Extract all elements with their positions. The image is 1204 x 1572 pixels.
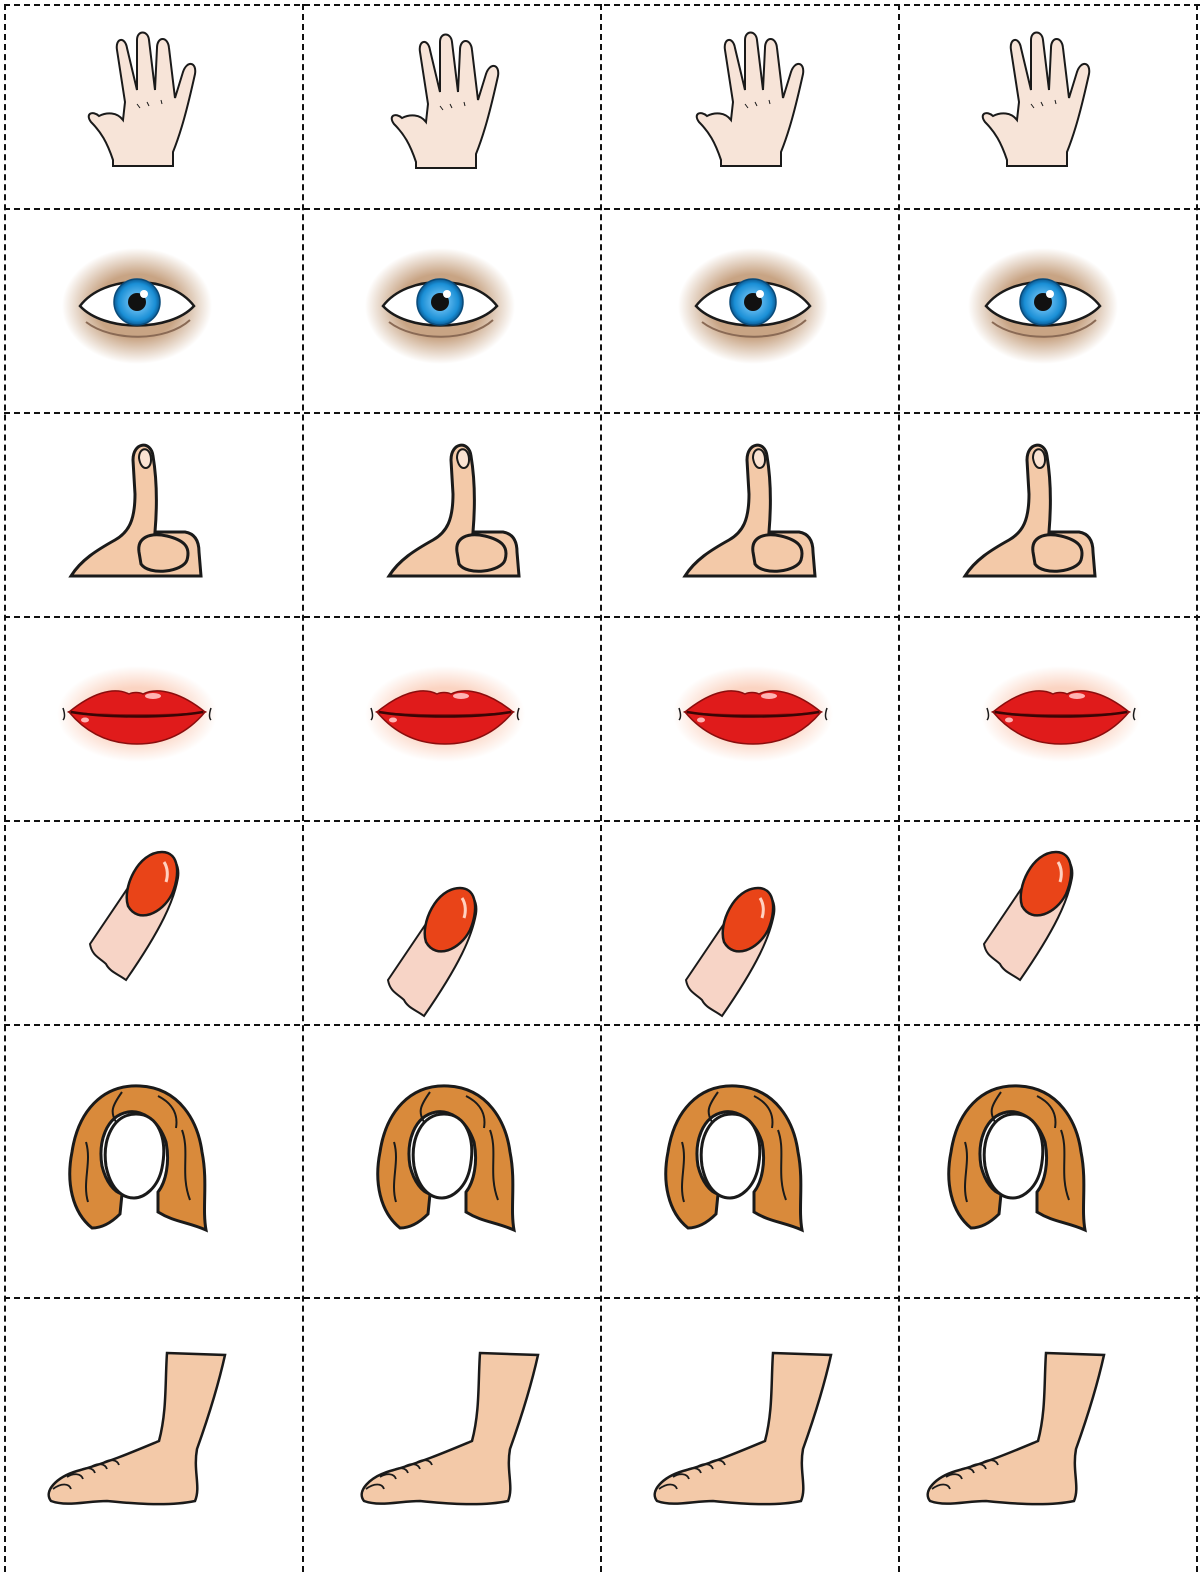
eye-icon <box>62 246 212 366</box>
foot-icon <box>47 1351 227 1511</box>
hand-icon <box>77 32 197 172</box>
card <box>304 820 602 1024</box>
foot-icon <box>926 1351 1106 1511</box>
fingernail-icon <box>82 848 192 988</box>
hair-icon <box>658 1082 808 1232</box>
hand-icon <box>971 32 1091 172</box>
vertical-cut-line <box>600 4 602 1572</box>
thumbs-up-icon <box>681 440 821 580</box>
horizontal-cut-line <box>4 1024 1200 1026</box>
card <box>6 1024 304 1297</box>
card <box>6 820 304 1024</box>
thumbs-up-icon <box>385 440 525 580</box>
card <box>602 820 900 1024</box>
card <box>304 1297 602 1572</box>
card <box>602 412 900 616</box>
card <box>304 616 602 820</box>
thumbs-up-icon <box>961 440 1101 580</box>
horizontal-cut-line <box>4 208 1200 210</box>
fingernail-icon <box>380 884 490 1024</box>
card <box>6 4 304 208</box>
vertical-cut-line <box>4 4 6 1572</box>
eye-icon <box>968 246 1118 366</box>
vertical-cut-line <box>302 4 304 1572</box>
card <box>6 412 304 616</box>
horizontal-cut-line <box>4 412 1200 414</box>
horizontal-cut-line <box>4 4 1200 6</box>
card <box>602 4 900 208</box>
card <box>602 616 900 820</box>
eye-icon <box>678 246 828 366</box>
card <box>900 820 1198 1024</box>
vertical-cut-line <box>898 4 900 1572</box>
hand-icon <box>380 34 500 174</box>
lips-icon <box>57 664 217 764</box>
hair-icon <box>941 1082 1091 1232</box>
card <box>602 1297 900 1572</box>
card <box>900 616 1198 820</box>
card <box>900 208 1198 412</box>
card <box>602 208 900 412</box>
card <box>900 1024 1198 1297</box>
hair-icon <box>370 1082 520 1232</box>
foot-icon <box>653 1351 833 1511</box>
card <box>900 412 1198 616</box>
lips-icon <box>673 664 833 764</box>
card <box>6 208 304 412</box>
horizontal-cut-line <box>4 1297 1200 1299</box>
card <box>6 1297 304 1572</box>
thumbs-up-icon <box>67 440 207 580</box>
card <box>304 412 602 616</box>
eye-icon <box>365 246 515 366</box>
fingernail-icon <box>976 848 1086 988</box>
card <box>304 208 602 412</box>
hand-icon <box>685 32 805 172</box>
fingernail-icon <box>678 884 788 1024</box>
card <box>304 4 602 208</box>
card <box>900 4 1198 208</box>
card <box>602 1024 900 1297</box>
card <box>900 1297 1198 1572</box>
horizontal-cut-line <box>4 616 1200 618</box>
hair-icon <box>62 1082 212 1232</box>
card <box>6 616 304 820</box>
lips-icon <box>981 664 1141 764</box>
lips-icon <box>365 664 525 764</box>
card <box>304 1024 602 1297</box>
foot-icon <box>360 1351 540 1511</box>
vertical-cut-line <box>1196 4 1198 1572</box>
horizontal-cut-line <box>4 820 1200 822</box>
